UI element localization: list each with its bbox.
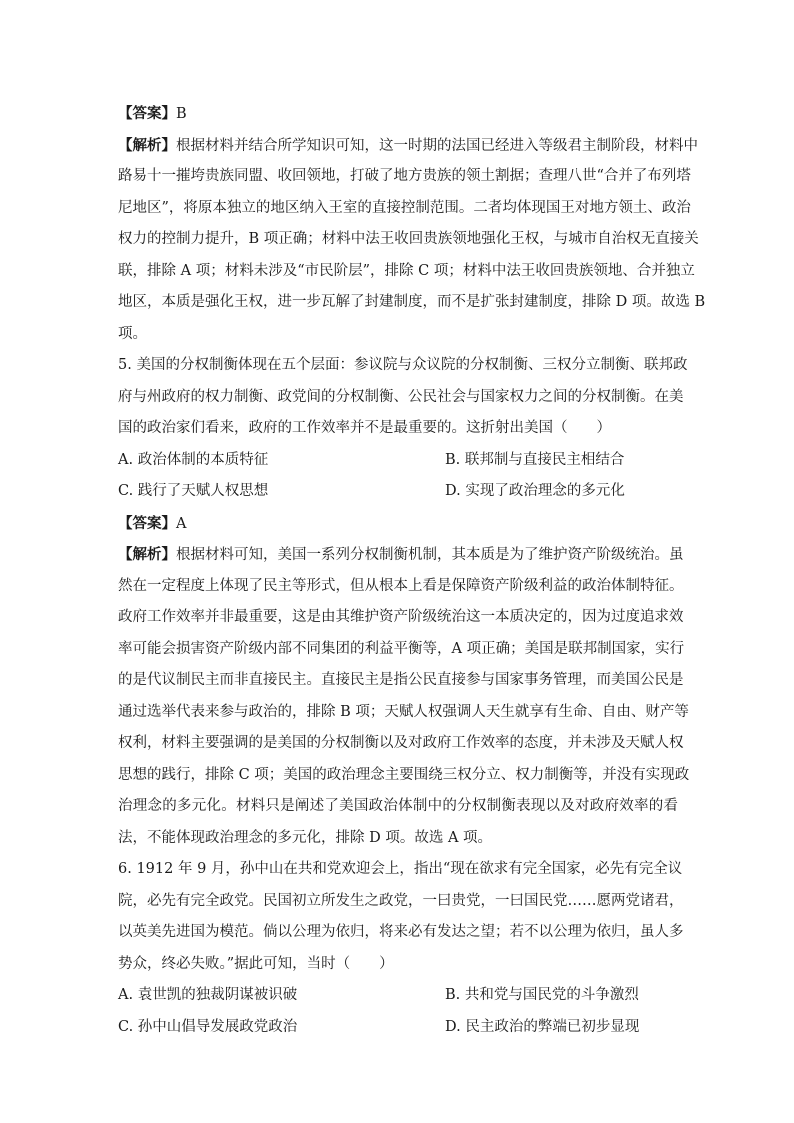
q5-answer xyxy=(118,508,678,540)
q5-option-b: B. 联邦制与直接民主相结合 xyxy=(445,451,625,468)
answer-tag: 【答案】 xyxy=(118,105,176,122)
q4-analysis-line: 联，排除 A 项；材料未涉及“市民阶层”，排除 C 项；材料中法王收回贵族领地、合并独立 xyxy=(118,262,695,279)
q5-option-c: C. 践行了天赋人权思想 xyxy=(118,483,269,499)
analysis-tag: 【解析】 xyxy=(118,136,176,154)
q5-analysis-line: 通过选举代表来参与政治的，排除 B 项；天赋人权强调人天生就享有生命、自由、财产等 xyxy=(118,703,689,720)
q5-analysis-line: 【解析】根据材料可知，美国一系列分权制衡机制，其本质是为了维护资产阶级统治。虽 xyxy=(118,546,684,563)
q5-analysis-line: 思想的践行，排除 C 项；美国的政治理念主要围绕三权分立、权力制衡等，并没有实现政 xyxy=(118,766,690,783)
answer-value: A xyxy=(176,515,187,532)
q6-options-row xyxy=(118,1012,678,1044)
q4-answer xyxy=(118,98,678,130)
q5-stem-line: 国的政治家们看来，政府的工作效率并不是最重要的。这折射出美国（ ） xyxy=(118,420,611,436)
q4-analysis-line: 项。 xyxy=(118,325,147,342)
q5-analysis-line: 的是代议制民主而非直接民主。直接民主是指公民直接参与国家事务管理，而美国公民是 xyxy=(118,672,684,688)
q4-analysis-line: 权力的控制力提升，B 项正确；材料中法王收回贵族领地强化王权，与城市自治权无直接关 xyxy=(118,231,699,247)
q4-analysis-line: 尼地区”，将原本独立的地区纳入王室的直接控制范围。二者均体现国王对地方领土、政治 xyxy=(118,199,691,216)
q5-options-row xyxy=(118,445,678,477)
q5-analysis-line: 政府工作效率并非最重要，这是由其维护资产阶级统治这一本质决定的，因为过度追求效 xyxy=(118,609,684,625)
q4-analysis-line: 地区，本质是强化王权，进一步瓦解了封建制度，而不是扩张封建制度，排除 D 项。故选 B xyxy=(118,294,706,310)
q4-analysis-line: 【解析】根据材料并结合所学知识可知，这一时期的法国已经进入等级君主制阶段，材料中 xyxy=(118,136,698,154)
q5-stem-line: 府与州政府的权力制衡、政党间的分权制衡、公民社会与国家权力之间的分权制衡。在美 xyxy=(118,388,684,405)
q5-analysis-line: 权利，材料主要强调的是美国的分权制衡以及对政府工作效率的态度，并未涉及天赋人权 xyxy=(118,735,684,751)
q5-analysis-line: 率可能会损害资产阶级内部不同集团的利益平衡等，A 项正确；美国是联邦制国家，实行 xyxy=(118,640,685,657)
q5-stem-line: 5. 美国的分权制衡体现在五个层面：参议院与众议院的分权制衡、三权分立制衡、联邦政 xyxy=(118,357,688,373)
q6-stem-line: 以英美先进国为模范。倘以公理为依归，将来必有发达之望；若不以公理为依归，虽人多 xyxy=(118,924,684,940)
q6-option-b: B. 共和党与国民党的斗争激烈 xyxy=(445,987,639,1003)
analysis-tag: 【解析】 xyxy=(118,546,176,563)
q5-analysis-line: 然在一定程度上体现了民主等形式，但从根本上看是保障资产阶级利益的政治体制特征。 xyxy=(118,577,684,594)
answer-tag: 【答案】 xyxy=(118,514,176,532)
q5-analysis-line: 治理念的多元化。材料只是阐述了美国政治体制中的分权制衡表现以及对政府效率的看 xyxy=(118,798,678,814)
q6-stem-line: 6. 1912 年 9 月，孙中山在共和党欢迎会上，指出“现在欲求有完全国家，必先有完全议 xyxy=(118,861,683,877)
document-page xyxy=(118,98,706,1043)
q6-stem-line: 院，必先有完全政党。民国初立所发生之政党，一曰贵党，一曰国民党……愿两党诸君， xyxy=(118,892,684,909)
q6-stem-line: 势众，终必失败。”据此可知，当时（ ） xyxy=(118,955,394,972)
q6-options-row xyxy=(118,980,678,1012)
q5-options-row xyxy=(118,476,678,508)
q5-option-d: D. 实现了政治理念的多元化 xyxy=(445,483,625,499)
q6-option-a: A. 袁世凯的独裁阴谋被识破 xyxy=(118,987,298,1003)
q6-option-c: C. 孙中山倡导发展政党政治 xyxy=(118,1018,298,1035)
answer-value: B xyxy=(176,106,187,122)
q5-analysis-line: 法，不能体现政治理念的多元化，排除 D 项。故选 A 项。 xyxy=(118,829,493,846)
q6-option-d: D. 民主政治的弊端已初步显现 xyxy=(445,1018,640,1035)
q5-option-a: A. 政治体制的本质特征 xyxy=(118,451,269,468)
q4-analysis-line: 路易十一摧垮贵族同盟、收回领地，打破了地方贵族的领土割据；查理八世“合并了布列塔 xyxy=(118,168,691,184)
